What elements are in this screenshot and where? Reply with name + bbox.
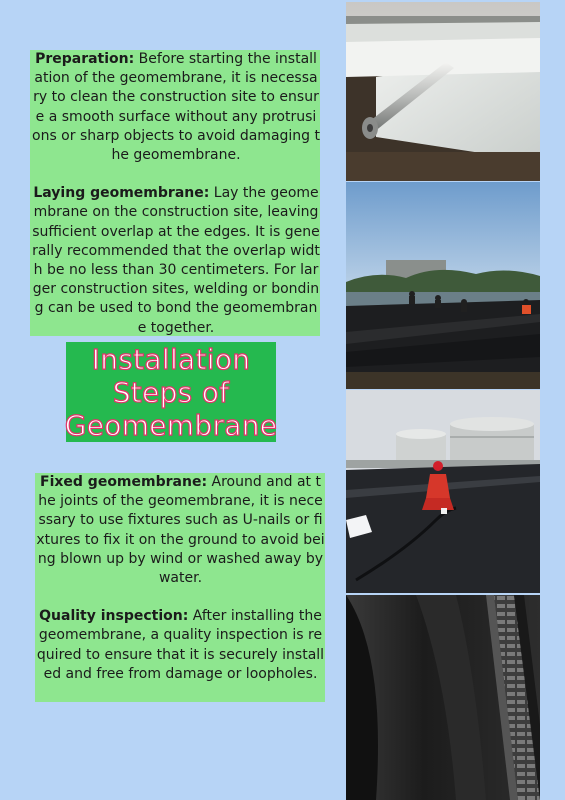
welded-seam-closeup-photo: [346, 595, 540, 800]
worker-fixing-geomembrane-photo: [346, 390, 540, 593]
step-inspection: [36, 607, 325, 684]
title-banner: [66, 342, 276, 442]
step-text: Before starting the installation of the geomembrane, it is necessary to clean the construction site to ensure a smooth surface without any protrusions or sharp objects to avoid damaging the geomembrane.: [32, 51, 320, 164]
steps-text-box-bottom: [35, 473, 325, 702]
step-heading: Preparation:: [35, 51, 135, 67]
page-title: Installation Steps of Geomembrane: [64, 342, 278, 442]
step-text: Around and at the joints of the geomembrane, it is necessary to use fixtures such as U-nails or fixtures to fix it on the ground to avoid being blown up by wind or washed away by water.: [36, 474, 325, 587]
step-fixing: [36, 473, 325, 588]
step-heading: Quality inspection:: [39, 608, 189, 625]
steps-text-box-top: [30, 50, 320, 336]
step-heading: Fixed geomembrane:: [40, 474, 208, 490]
workers-laying-geomembrane-photo: [346, 182, 540, 389]
step-laying: [32, 184, 320, 338]
step-heading: Laying geomembrane:: [33, 185, 210, 202]
step-preparation: [32, 50, 320, 165]
geomembrane-roll-photo: [346, 2, 540, 181]
step-text: Lay the geomembrane on the construction site, leaving sufficient overlap at the edges. It is generally recommended that the overlap width be no less than 30 centimeters. For larger construction sites, welding or bonding can be used to bond the geomembrane together.: [32, 185, 320, 336]
step-text: After installing the geomembrane, a quality inspection is required to ensure that it is securely installed and free from damage or loopholes.: [36, 608, 325, 682]
